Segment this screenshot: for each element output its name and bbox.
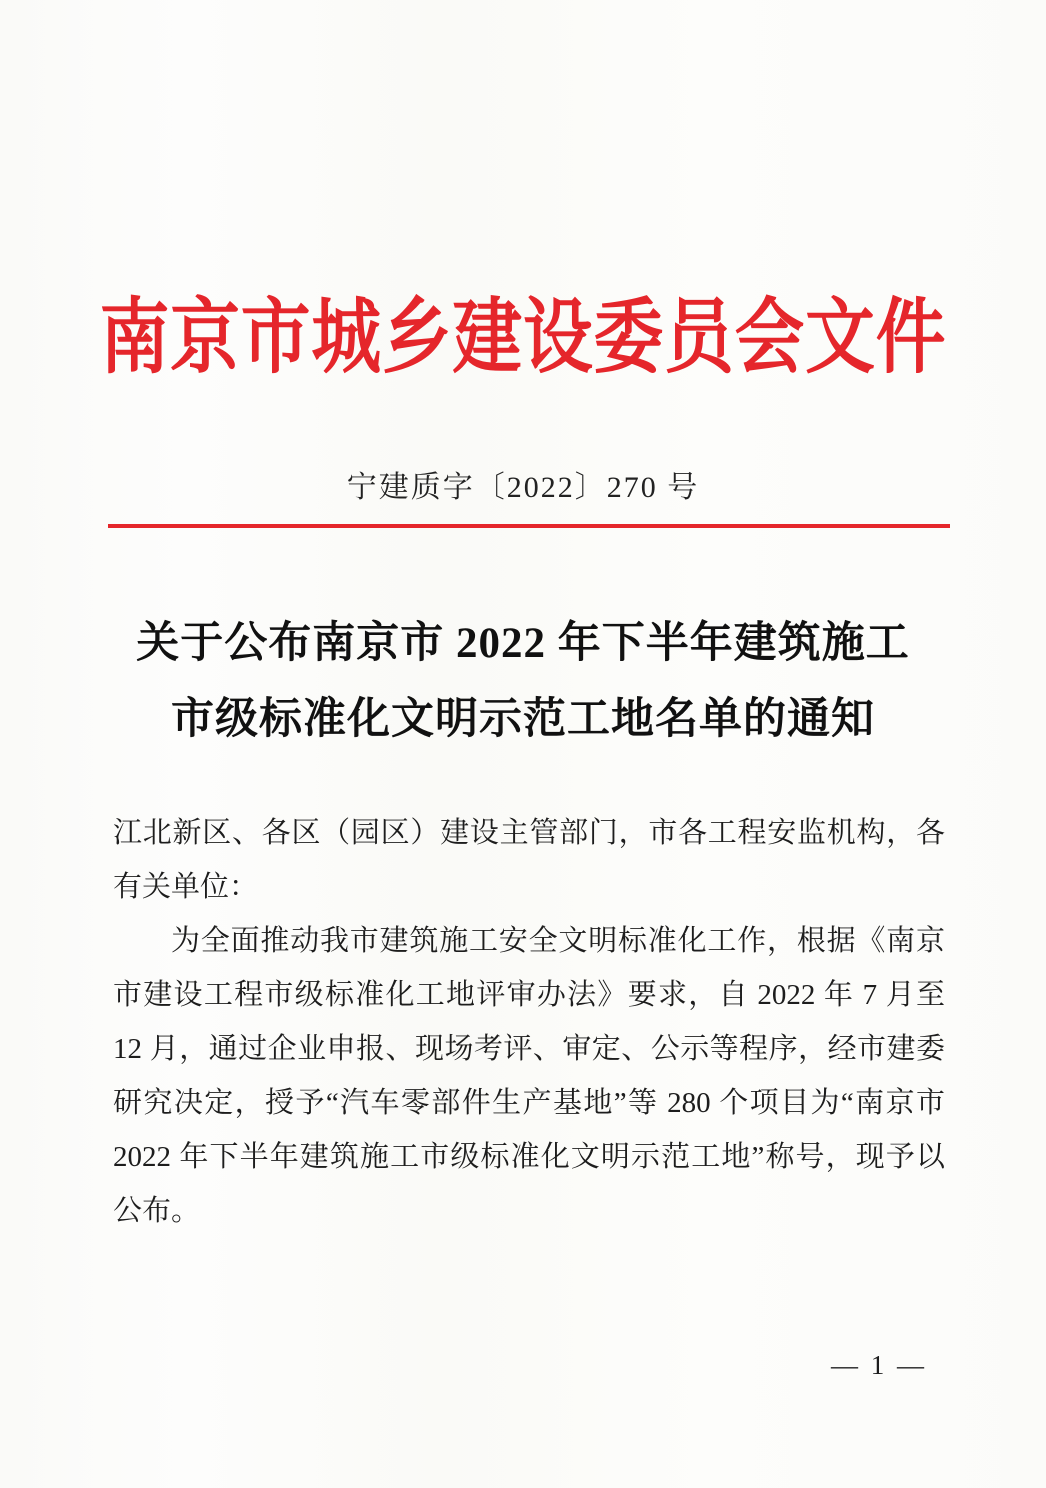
- body-line: 12 月，通过企业申报、现场考评、审定、公示等程序，经市建委: [113, 1033, 945, 1065]
- body-line: 公布。: [113, 1195, 201, 1227]
- document-title-line1: 关于公布南京市 2022 年下半年建筑施工: [136, 620, 910, 667]
- body-line: 研究决定，授予“汽车零部件生产基地”等 280 个项目为“南京市: [113, 1087, 945, 1119]
- page-number: — 1 —: [831, 1350, 927, 1380]
- body-line: 2022 年下半年建筑施工市级标准化文明示范工地”称号，现予以: [113, 1141, 945, 1173]
- salutation-line: 有关单位：: [113, 871, 259, 903]
- agency-header: 南京市城乡建设委员会文件: [99, 292, 947, 383]
- document-body: [113, 806, 945, 1238]
- body-line: 为全面推动我市建筑施工安全文明标准化工作，根据《南京: [171, 925, 945, 957]
- red-divider-line: [108, 524, 950, 528]
- document-title-line2: 市级标准化文明示范工地名单的通知: [171, 696, 875, 743]
- document-title: [0, 606, 1046, 758]
- body-line: 市建设工程市级标准化工地评审办法》要求，自 2022 年 7 月至: [113, 979, 945, 1011]
- salutation-line: 江北新区、各区（园区）建设主管部门，市各工程安监机构，各: [113, 817, 945, 849]
- document-number: 宁建质字〔2022〕270 号: [346, 471, 700, 504]
